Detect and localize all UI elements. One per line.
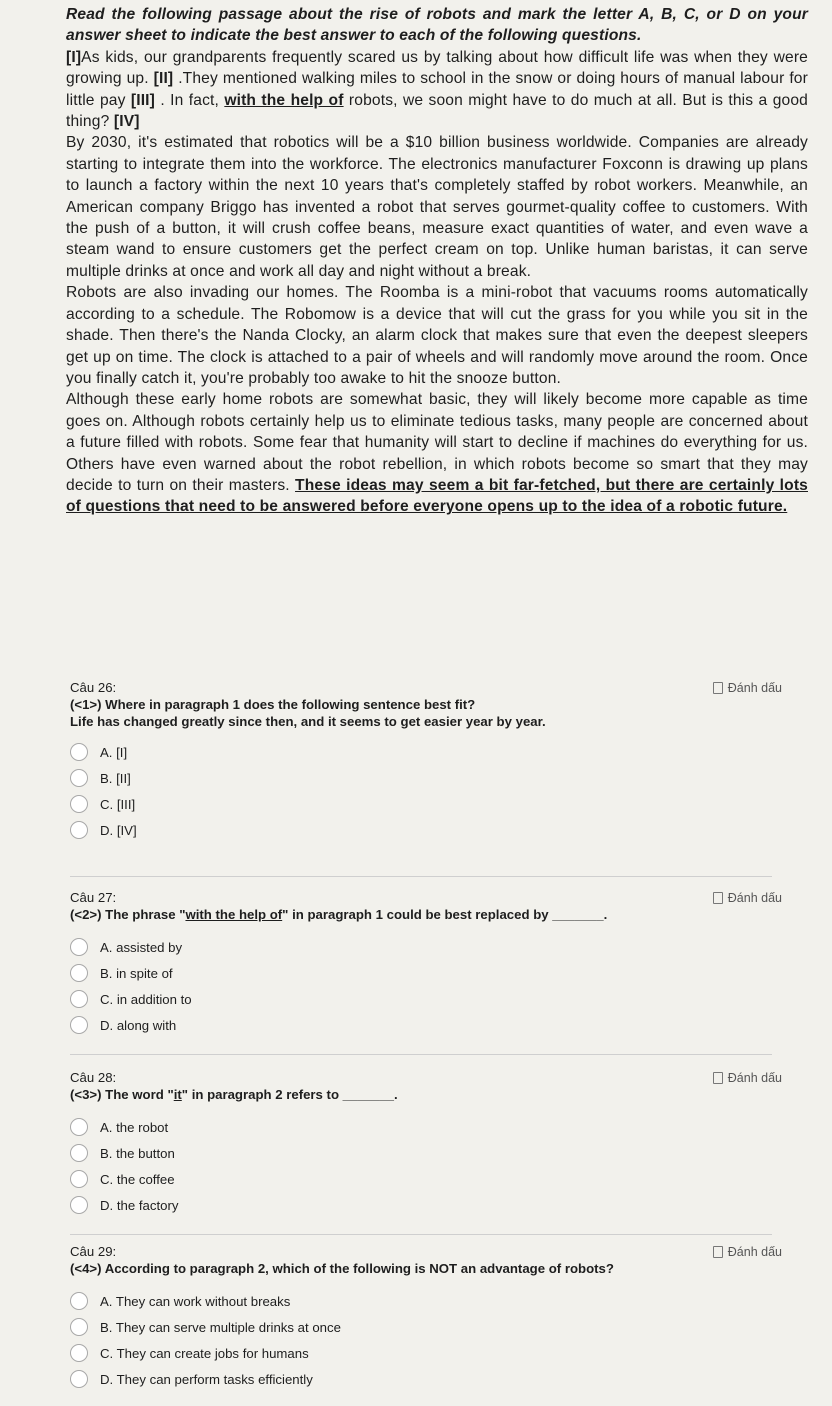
flag-button[interactable]: Đánh dấu xyxy=(713,681,782,695)
divider xyxy=(70,1054,772,1055)
option-b[interactable]: B. the button xyxy=(70,1140,782,1166)
option-a[interactable]: A. [I] xyxy=(70,739,782,765)
flag-button[interactable]: Đánh dấu xyxy=(713,1071,782,1085)
marker-ii: [II] xyxy=(153,70,174,88)
radio-button[interactable] xyxy=(70,1370,88,1388)
radio-button[interactable] xyxy=(70,1170,88,1188)
question-number: Câu 27: xyxy=(70,890,117,905)
radio-button[interactable] xyxy=(70,821,88,839)
option-a[interactable]: A. They can work without breaks xyxy=(70,1288,782,1314)
radio-button[interactable] xyxy=(70,743,88,761)
option-b[interactable]: B. in spite of xyxy=(70,960,782,986)
radio-button[interactable] xyxy=(70,990,88,1008)
marker-iv: [IV] xyxy=(113,113,140,131)
flag-icon xyxy=(713,682,723,694)
question-text: (<3>) The word "it" in paragraph 2 refers to _______. xyxy=(70,1087,398,1102)
question-28 xyxy=(70,1070,782,1218)
flag-icon xyxy=(713,1072,723,1084)
option-b[interactable]: B. [II] xyxy=(70,765,782,791)
radio-button[interactable] xyxy=(70,795,88,813)
question-number: Câu 28: xyxy=(70,1070,117,1085)
radio-button[interactable] xyxy=(70,1196,88,1214)
radio-button[interactable] xyxy=(70,964,88,982)
divider xyxy=(70,1234,772,1235)
option-d[interactable]: D. along with xyxy=(70,1012,782,1038)
radio-button[interactable] xyxy=(70,1292,88,1310)
question-29 xyxy=(70,1244,782,1392)
radio-button[interactable] xyxy=(70,769,88,787)
highlight-final-sentence: These ideas may seem a bit far-fetched, but there are certainly lots of questions that need to be answered before everyone opens up to the idea of a robotic future. xyxy=(66,476,808,516)
option-d[interactable]: D. They can perform tasks efficiently xyxy=(70,1366,782,1392)
flag-button[interactable]: Đánh dấu xyxy=(713,1245,782,1259)
radio-button[interactable] xyxy=(70,1344,88,1362)
paragraph-1: [I]As kids, our grandparents frequently scared us by talking about how difficult life was when they were growing up. [II] .They mentioned walking miles to school in the snow or doing hours of manual labour for little pay [III] . In fact, with the help of robots, we soon might have to do much at all. But is this a good thing? [IV] xyxy=(66,48,808,131)
radio-button[interactable] xyxy=(70,1318,88,1336)
question-number: Câu 26: xyxy=(70,680,117,695)
flag-icon xyxy=(713,892,723,904)
question-27 xyxy=(70,890,782,1038)
question-text: (<2>) The phrase "with the help of" in paragraph 1 could be best replaced by _______. xyxy=(70,907,608,922)
option-c[interactable]: C. They can create jobs for humans xyxy=(70,1340,782,1366)
radio-button[interactable] xyxy=(70,1016,88,1034)
option-a[interactable]: A. the robot xyxy=(70,1114,782,1140)
flag-icon xyxy=(713,1246,723,1258)
question-sentence: Life has changed greatly since then, and it seems to get easier year by year. xyxy=(70,714,546,729)
paragraph-4: Although these early home robots are somewhat basic, they will likely become more capable as time goes on. Although robots certainly help us to eliminate tedious tasks, many people are concerned about a future filled with robots. Some fear that humanity will start to decline if machines do everything for us. Others have even warned about the robot rebellion, in which robots become so smart that they may decide to turn on their masters. These ideas may seem a bit far-fetched, but there are certainly lots of questions that need to be answered before everyone opens up to the idea of a robotic future. xyxy=(66,391,808,516)
divider xyxy=(70,876,772,877)
option-c[interactable]: C. in addition to xyxy=(70,986,782,1012)
option-d[interactable]: D. the factory xyxy=(70,1192,782,1218)
instruction: Read the following passage about the rise of robots and mark the letter A, B, C, or D on your answer sheet to indicate the best answer to each of the following questions. xyxy=(66,6,808,45)
option-c[interactable]: C. [III] xyxy=(70,791,782,817)
question-number: Câu 29: xyxy=(70,1244,117,1259)
radio-button[interactable] xyxy=(70,1118,88,1136)
marker-i: [I] xyxy=(66,48,82,66)
question-text: (<4>) According to paragraph 2, which of the following is NOT an advantage of robots? xyxy=(70,1261,614,1276)
question-text: (<1>) Where in paragraph 1 does the following sentence best fit? xyxy=(70,697,476,712)
option-b[interactable]: B. They can serve multiple drinks at once xyxy=(70,1314,782,1340)
option-a[interactable]: A. assisted by xyxy=(70,934,782,960)
question-26 xyxy=(70,680,782,843)
paragraph-3: Robots are also invading our homes. The Roomba is a mini-robot that vacuums rooms automatically according to a schedule. The Robomow is a device that will cut the grass for you while you sit in the shade. Then there's the Nanda Clocky, an alarm clock that makes sure that even the deepest sleepers get up on time. The clock is attached to a pair of wheels and will randomly move around the room. Once you finally catch it, you're probably too awake to hit the snooze button. xyxy=(66,284,808,387)
reading-passage xyxy=(66,4,808,518)
question-phrase: with the help of xyxy=(185,907,283,922)
paragraph-2: By 2030, it's estimated that robotics will be a $10 billion business worldwide. Companies are already starting to integrate them into the workforce. The electronics manufacturer Foxconn is drawing up plans to launch a factory within the next 10 years that's completely staffed by robot workers. Meanwhile, an American company Briggo has invented a robot that serves gourmet-quality coffee to customers. With the push of a button, it will crush coffee beans, measure exact quantities of water, and even wave a steam wand to ensure customers get the perfect cream on top. Unlike human baristas, it can serve multiple drinks at once and work all day and night without a break. xyxy=(66,134,808,280)
radio-button[interactable] xyxy=(70,938,88,956)
option-c[interactable]: C. the coffee xyxy=(70,1166,782,1192)
radio-button[interactable] xyxy=(70,1144,88,1162)
option-d[interactable]: D. [IV] xyxy=(70,817,782,843)
flag-button[interactable]: Đánh dấu xyxy=(713,891,782,905)
question-phrase: it xyxy=(173,1087,182,1102)
marker-iii: [III] xyxy=(130,91,156,109)
highlight-with-the-help-of: with the help of xyxy=(224,91,344,109)
